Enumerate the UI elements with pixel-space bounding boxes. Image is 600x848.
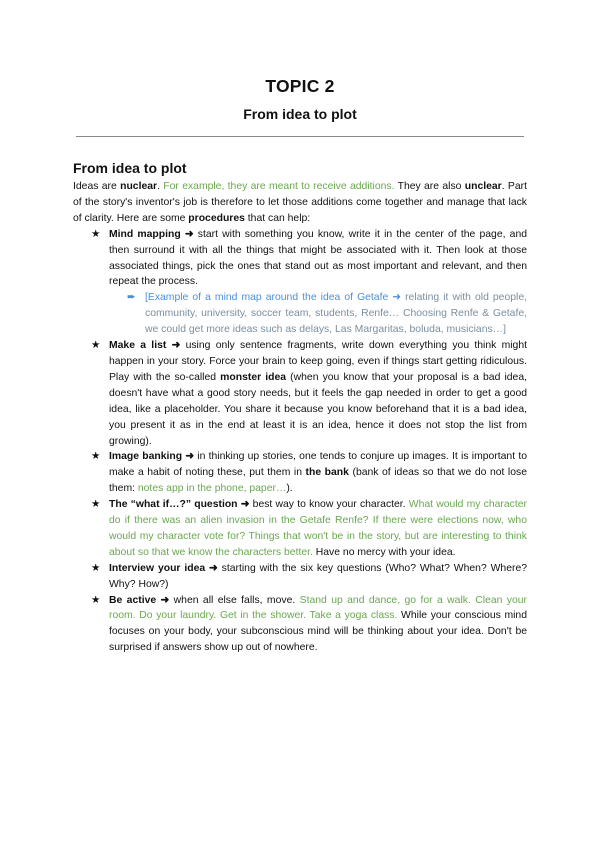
item-label: Make a list ➜ xyxy=(109,340,181,352)
intro-bold-unclear: unclear xyxy=(464,181,502,192)
horizontal-divider xyxy=(76,136,524,137)
item-label: Image banking ➜ xyxy=(109,451,195,463)
item-green-note: notes app in the phone, paper… xyxy=(137,483,287,495)
arrow-icon: ➨ xyxy=(127,292,136,304)
item-text: While your conscious mind focuses on your body, your subconscious mind will be thinking about your idea. Don't be surprised if answers show up out of nowhere. xyxy=(109,610,527,654)
star-icon: ★ xyxy=(91,499,101,511)
item-label: Interview your idea ➜ xyxy=(109,562,218,574)
item-text: Have no mercy with your idea. xyxy=(312,546,456,558)
list-item-interview xyxy=(91,561,527,593)
procedures-list xyxy=(73,227,527,656)
page-subtitle: From idea to plot xyxy=(243,106,357,122)
item-label: Be active ➜ xyxy=(109,594,170,606)
item-green-note: Stand up and dance, go for a walk. Clean your room. Do your laundry. Get in the shower. Take a yoga class. xyxy=(109,594,527,622)
item-text: using only sentence fragments, write down everything you think might happen in your story. Force your brain to keep going, even if things start getting ridiculous. Play with the so-called xyxy=(109,340,528,383)
list-item-be-active xyxy=(91,593,527,657)
item-text: starting with the six key questions (Who? What? When? Where? Why? How?) xyxy=(109,562,527,590)
page-title: TOPIC 2 xyxy=(265,76,335,96)
sub-item-example xyxy=(127,290,527,338)
item-text: best way to know your character. xyxy=(249,499,409,511)
item-label: The “what if…?” question ➜ xyxy=(109,499,250,511)
intro-paragraph xyxy=(73,179,527,227)
star-icon: ★ xyxy=(91,228,101,240)
star-icon: ★ xyxy=(91,340,101,352)
intro-text: . xyxy=(157,181,164,192)
section xyxy=(73,160,527,656)
list-item-what-if xyxy=(91,497,527,561)
item-text: start with something you know, write it in the center of the page, and then surround it with all the things that might be associated with it. Then look at those associated things, pick the ones that stand out as most important and relevant, and then repeat the process. xyxy=(109,228,527,288)
intro-text: Ideas are xyxy=(73,181,121,192)
list-item-mind-mapping xyxy=(91,227,527,338)
item-text: when all else falls, move. xyxy=(169,594,300,606)
item-green-note: What would my character do if there was an alien invasion in the Getafe Renfe? If there were elections now, who would my character vote for? Things that won't be in the story, but are interesting to think about so that we know the characters better. xyxy=(109,499,527,558)
star-icon: ★ xyxy=(91,562,101,574)
item-text: in thinking up stories, one tends to conjure up images. It is important to make a habit of noting these, put them in xyxy=(109,451,528,479)
item-text: ). xyxy=(286,483,293,495)
intro-bold-nuclear: nuclear xyxy=(120,181,158,192)
example-blue-text: [Example of a mind map around the idea of Getafe ➜ xyxy=(145,292,406,304)
example-grey-text: relating it with old people, community, university, soccer team, students, Renfe… Choosing Renfe & Getafe, we could get more ideas such as delays, Las Margaritas, boluda, musicians…] xyxy=(145,292,527,336)
item-text: (bank of ideas so that we do not lose them: xyxy=(109,467,527,495)
section-heading: From idea to plot xyxy=(73,160,187,176)
item-bold: the bank xyxy=(305,467,349,479)
intro-text: They are also xyxy=(394,181,465,192)
star-icon: ★ xyxy=(91,451,101,463)
intro-green-note: For example, they are meant to receive additions. xyxy=(163,181,395,192)
list-item-image-banking xyxy=(91,449,528,497)
list-item-make-a-list xyxy=(91,338,528,449)
item-text: (when you know that your proposal is a bad idea, doesn't have what a good story needs, but it feels the gap needed in order to get a good idea, like a placeholder. You share it because you know beforehand that it is a bad idea, you present it as in the end at least it is an idea, hence it does not stop the list from growing). xyxy=(109,371,528,447)
intro-bold-procedures: procedures xyxy=(188,212,245,224)
intro-text: . Part of the story's inventor's job is therefore to let those additions come together and manage that lack of clarity. Here are some xyxy=(73,181,527,224)
item-bold: monster idea xyxy=(220,371,287,383)
sub-list xyxy=(109,290,527,338)
item-label: Mind mapping ➜ xyxy=(109,228,194,240)
star-icon: ★ xyxy=(91,594,101,606)
intro-text: that can help: xyxy=(244,212,311,224)
